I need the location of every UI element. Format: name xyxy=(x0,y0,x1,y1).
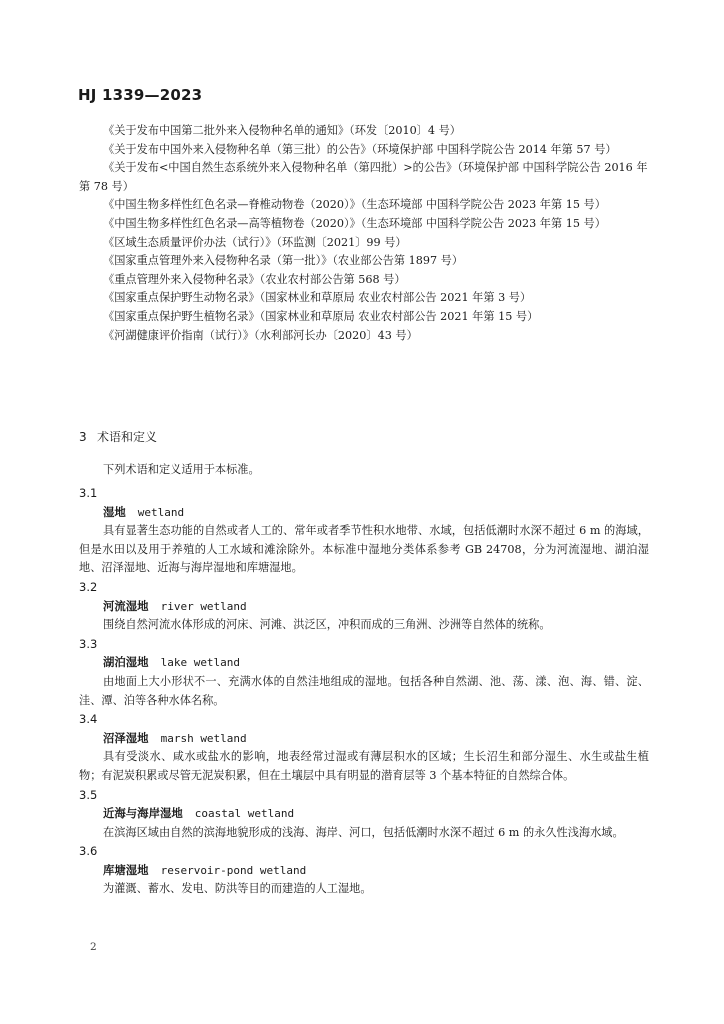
term-entry xyxy=(79,842,649,899)
term-name-en: lake wetland xyxy=(160,656,241,670)
reference-item: 《区域生态质量评价办法（试行）》（环监测〔2021〕99 号） xyxy=(103,235,407,249)
term-name-zh: 湿地 xyxy=(103,504,126,519)
reference-item: 《关于发布中国外来入侵物种名单（第三批）的公告》（环境保护部 中国科学院公告 2014 年第 57 号） xyxy=(103,142,617,156)
term-name-zh: 沼泽湿地 xyxy=(103,730,149,745)
section-title: 术语和定义 xyxy=(97,430,158,444)
term-name-en: coastal wetland xyxy=(194,807,295,821)
term-name-en: wetland xyxy=(137,505,185,519)
term-name-zh: 近海与海岸湿地 xyxy=(103,806,183,821)
term-definition: 为灌溉、蓄水、发电、防洪等目的而建造的人工湿地。 xyxy=(103,882,372,896)
reference-item: 《国家重点管理外来入侵物种名录（第一批）》（农业部公告第 1897 号） xyxy=(103,254,464,268)
term-number: 3.4 xyxy=(79,712,98,727)
section-intro: 下列术语和定义适用于本标准。 xyxy=(103,463,260,476)
term-number: 3.6 xyxy=(79,844,98,859)
reference-item: 《关于发布中国第二批外来入侵物种名单的通知》（环发〔2010〕4 号） xyxy=(103,124,461,137)
term-entry xyxy=(79,484,649,578)
term-list xyxy=(79,484,649,899)
section-number: 3 xyxy=(79,430,87,444)
term-entry xyxy=(79,786,649,843)
reference-item: 《中国生物多样性红色名录—高等植物卷（2020）》（生态环境部 中国科学院公告 2023 年第 15 号） xyxy=(103,216,606,230)
term-number: 3.3 xyxy=(79,636,98,651)
term-definition: 围绕自然河流水体形成的河床、河滩、洪泛区，冲积而成的三角洲、沙洲等自然体的统称。 xyxy=(103,618,551,632)
term-name-zh: 湖泊湿地 xyxy=(103,655,149,670)
reference-item: 《河湖健康评价指南（试行）》（水利部河长办〔2020〕43 号） xyxy=(103,328,418,342)
term-heading xyxy=(79,804,649,824)
term-name-en: reservoir-pond wetland xyxy=(160,863,307,877)
term-number: 3.1 xyxy=(79,486,98,500)
term-name-en: marsh wetland xyxy=(160,731,247,745)
term-definition: 具有显著生态功能的自然或者人工的、常年或者季节性积水地带、水域，包括低潮时水深不超过 6 m 的海域，但是水田以及用于养殖的人工水域和滩涂除外。本标准中湿地分类体系参考 GB 24708，分为河流湿地、湖泊湿地、沼泽湿地、近海与海岸湿地和库塘湿地。 xyxy=(79,524,649,575)
term-number: 3.5 xyxy=(79,787,98,802)
standard-code-header: HJ 1339—2023 xyxy=(78,86,203,104)
term-heading xyxy=(79,503,649,523)
page-number: 2 xyxy=(90,941,97,953)
term-entry xyxy=(79,710,649,785)
term-definition: 具有受淡水、咸水或盐水的影响，地表经常过湿或有薄层积水的区域；生长沼生和部分湿生、水生或盐生植物；有泥炭积累或尽管无泥炭积累，但在土壤层中具有明显的潜育层等 3 个基本特征的自然综合体。 xyxy=(79,750,649,782)
reference-item: 《国家重点保护野生植物名录》（国家林业和草原局 农业农村部公告 2021 年第 15 号） xyxy=(103,309,539,323)
term-entry xyxy=(79,635,649,710)
term-definition: 由地面上大小形状不一、充满水体的自然洼地组成的湿地。包括各种自然湖、池、荡、漾、泡、海、错、淀、洼、潭、泊等各种水体名称。 xyxy=(79,674,649,707)
reference-item: 《国家重点保护野生动物名录》（国家林业和草原局 农业农村部公告 2021 年第 3 号） xyxy=(103,291,532,305)
term-name-zh: 河流湿地 xyxy=(103,598,149,613)
reference-list xyxy=(79,122,649,345)
section-heading xyxy=(79,428,157,445)
term-heading xyxy=(79,861,649,881)
reference-item: 《中国生物多样性红色名录—脊椎动物卷（2020）》（生态环境部 中国科学院公告 2023 年第 15 号） xyxy=(103,198,606,212)
term-name-en: river wetland xyxy=(160,599,247,613)
term-heading xyxy=(79,653,649,673)
term-definition: 在滨海区域由自然的滨海地貌形成的浅海、海岸、河口，包括低潮时水深不超过 6 m 的永久性浅海水域。 xyxy=(103,825,624,839)
term-entry xyxy=(79,578,649,635)
term-heading xyxy=(79,597,649,617)
term-number: 3.2 xyxy=(79,579,98,594)
term-name-zh: 库塘湿地 xyxy=(103,862,149,877)
reference-item: 《关于发布<中国自然生态系统外来入侵物种名单（第四批）>的公告》（环境保护部 中国科学院公告 2016 年第 78 号） xyxy=(79,161,648,193)
reference-item: 《重点管理外来入侵物种名录》（农业农村部公告第 568 号） xyxy=(103,272,406,286)
term-heading xyxy=(79,729,649,749)
